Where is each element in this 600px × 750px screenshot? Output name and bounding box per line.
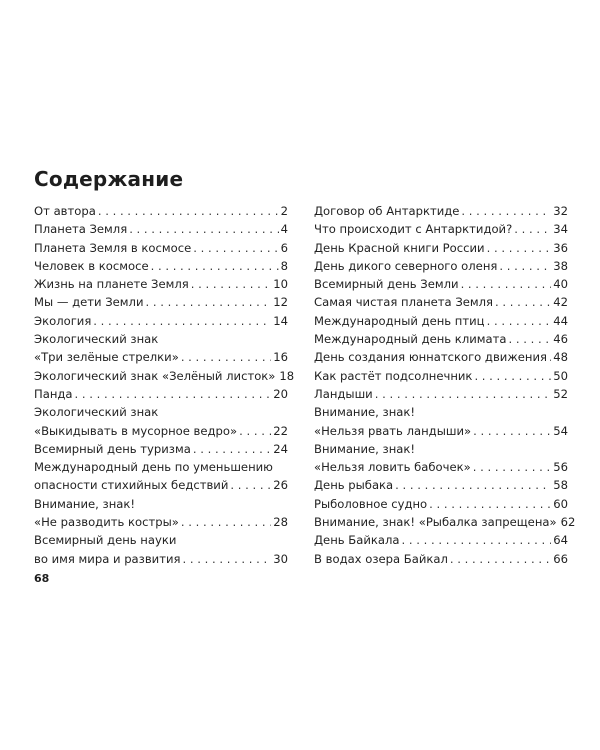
toc-entry-row [314, 367, 568, 385]
toc-entry [314, 239, 568, 257]
toc-entry-title: Самая чистая планета Земля [314, 295, 494, 310]
toc-entry [34, 202, 288, 220]
toc-entry [314, 348, 568, 366]
toc-entry-page: 10 [273, 277, 288, 292]
toc-entry-row [314, 550, 568, 568]
toc-entry [314, 476, 568, 494]
toc-entry [34, 312, 288, 330]
toc-entry-title: Панда [34, 386, 73, 401]
toc-entry-page: 6 [280, 240, 288, 255]
toc-entry [34, 495, 288, 532]
toc-entry-title-line: Внимание, знак! [314, 405, 416, 420]
toc-entry [314, 257, 568, 275]
toc-entry-page: 62 [560, 515, 576, 530]
toc-entry-row [314, 348, 568, 366]
toc-entry-page: 14 [273, 313, 288, 328]
leader-dots [508, 330, 551, 348]
leader-dots [230, 476, 271, 494]
toc-entry-page: 12 [273, 295, 288, 310]
toc-entry-row [314, 513, 576, 531]
toc-entry-page: 30 [273, 551, 288, 566]
toc-entry-title-line: Всемирный день науки [34, 533, 177, 548]
toc-entry [314, 275, 568, 293]
leader-dots [151, 257, 279, 275]
toc-entry-page: 28 [273, 515, 288, 530]
toc-entry-title: День Красной книги России [314, 240, 485, 255]
toc-entry-title: «Нельзя ловить бабочек» [314, 460, 471, 475]
toc-entry-page: 26 [273, 478, 288, 493]
leader-dots [499, 257, 551, 275]
toc-entry-title: В водах озера Байкал [314, 551, 448, 566]
toc-entry-row [34, 422, 288, 440]
leader-dots [549, 348, 551, 366]
toc-entry-row [314, 257, 568, 275]
toc-entry-title: «Выкидывать в мусорное ведро» [34, 423, 238, 438]
toc-entry-row [314, 330, 568, 348]
toc-entry-title: Жизнь на планете Земля [34, 277, 189, 292]
toc-entry-row [34, 476, 288, 494]
leader-dots [181, 348, 271, 366]
toc-entry-row [34, 202, 288, 220]
leader-dots [461, 275, 552, 293]
toc-entry-row [34, 275, 288, 293]
toc-entry-row [34, 385, 288, 403]
toc-entry [314, 495, 568, 513]
toc-entry [314, 293, 568, 311]
leader-dots [402, 531, 552, 549]
toc-entry-page: 66 [553, 551, 568, 566]
toc-entry-page: 24 [273, 441, 288, 456]
toc-entry-page: 40 [553, 277, 568, 292]
leader-dots [429, 495, 551, 513]
toc-entry-page: 22 [273, 423, 288, 438]
toc-entry-row [34, 440, 288, 458]
toc-entry-row [314, 476, 568, 494]
toc-entry [314, 385, 568, 403]
toc-entry-row [314, 312, 568, 330]
leader-dots [239, 422, 271, 440]
toc-entry-title: Ландыши [314, 386, 373, 401]
toc-entry-title: Что происходит с Антарктидой? [314, 222, 513, 237]
toc-entry-page: 20 [273, 386, 288, 401]
toc-entry-row [314, 220, 568, 238]
toc-entry [314, 312, 568, 330]
toc-entry [34, 367, 295, 385]
toc-entry-row [314, 239, 568, 257]
toc-entry-page: 38 [553, 258, 568, 273]
toc-entry-title: во имя мира и развития [34, 551, 181, 566]
toc-entry [34, 440, 288, 458]
leader-dots [473, 458, 552, 476]
toc-entry-title: Внимание, знак! «Рыбалка запрещена» [314, 515, 557, 530]
toc-entry-page: 48 [553, 350, 568, 365]
toc-entry-row [314, 275, 568, 293]
toc-entry-row [34, 513, 288, 531]
leader-dots [474, 367, 551, 385]
toc-entry-page: 36 [553, 240, 568, 255]
toc-entry-page: 58 [553, 478, 568, 493]
toc-entry-row [34, 312, 288, 330]
leader-dots [375, 385, 552, 403]
toc-entry-title: опасности стихийных бедствий [34, 478, 229, 493]
toc-entry-title: От автора [34, 204, 96, 218]
toc-entry-page: 52 [553, 386, 568, 401]
toc-entry-title: «Три зелёные стрелки» [34, 350, 179, 365]
toc-entry [34, 239, 288, 257]
toc-entry-page: 46 [553, 332, 568, 347]
toc-entry-page: 60 [553, 496, 568, 511]
leader-dots [182, 550, 271, 568]
toc-entry-page: 8 [280, 258, 288, 273]
leader-dots [514, 220, 551, 238]
leader-dots [93, 312, 271, 330]
toc-entry-row [314, 385, 568, 403]
toc-entry-row [314, 531, 568, 549]
toc-entry [34, 293, 288, 311]
toc-right-column [314, 202, 576, 568]
toc-entry-title: День создания юннатского движения [314, 350, 547, 365]
toc-entry-row [34, 239, 288, 257]
toc-entry-row [314, 495, 568, 513]
toc-entry-page: 32 [553, 204, 568, 218]
toc-entry [34, 275, 288, 293]
toc-entry-title: День рыбака [314, 478, 394, 493]
toc-entry [34, 531, 288, 568]
toc-entry-title: «Не разводить костры» [34, 515, 179, 530]
toc-entry-row [34, 348, 288, 366]
toc-entry [314, 367, 568, 385]
toc-entry-row [34, 293, 288, 311]
toc-entry [314, 202, 568, 220]
toc-entry-page: 64 [553, 533, 568, 548]
leader-dots [461, 202, 551, 220]
toc-entry-row [314, 202, 568, 220]
toc-entry-title: Всемирный день туризма [34, 441, 191, 456]
toc-entry [34, 458, 288, 495]
leader-dots [75, 385, 272, 403]
toc-entry-page: 50 [553, 368, 568, 383]
leader-dots [193, 440, 271, 458]
toc-entry [314, 440, 568, 477]
page-number: 68 [34, 572, 50, 585]
leader-dots [495, 293, 551, 311]
toc-entry-title: Рыболовное судно [314, 496, 428, 511]
toc-entry [314, 550, 568, 568]
toc-entry-title-line: Экологический знак [34, 332, 159, 347]
leader-dots [487, 239, 552, 257]
toc-entry-title: Договор об Антарктиде [314, 204, 460, 218]
toc-entry-title: Как растёт подсолнечник [314, 368, 473, 383]
leader-dots [191, 275, 272, 293]
toc-entry [34, 403, 288, 440]
toc-entry-page: 18 [279, 368, 295, 383]
page-title: Содержание [34, 167, 184, 191]
toc-entry-title: Мы — дети Земли [34, 295, 144, 310]
toc-entry-row [34, 550, 288, 568]
toc-entry [314, 403, 568, 440]
toc-entry [34, 385, 288, 403]
toc-entry-row [34, 367, 295, 385]
toc-entry-row [314, 458, 568, 476]
leader-dots [450, 550, 551, 568]
toc-entry-row [34, 257, 288, 275]
toc-entry-page: 54 [553, 423, 568, 438]
toc-entry [34, 257, 288, 275]
toc-entry-title: Человек в космосе [34, 258, 149, 273]
toc-entry [34, 220, 288, 238]
toc-entry-title: Международный день птиц [314, 313, 485, 328]
toc-entry-page: 34 [553, 222, 568, 237]
toc-entry-page: 16 [273, 350, 288, 365]
leader-dots [473, 422, 551, 440]
toc-entry-title: Планета Земля в космосе [34, 240, 192, 255]
toc-entry-row [314, 422, 568, 440]
toc-entry-page: 2 [280, 204, 288, 218]
toc-entry [314, 513, 576, 531]
toc-entry-title-line: Экологический знак [34, 405, 159, 420]
toc-entry-title: Международный день климата [314, 332, 507, 347]
toc-entry-title: Всемирный день Земли [314, 277, 459, 292]
leader-dots [487, 312, 552, 330]
toc-left-column [34, 202, 295, 568]
toc-entry-title: День дикого северного оленя [314, 258, 498, 273]
toc-entry [34, 330, 288, 367]
toc-entry-title: День Байкала [314, 533, 400, 548]
toc-entry-title: Экологический знак «Зелёный листок» [34, 368, 276, 383]
leader-dots [129, 220, 278, 238]
toc-entry-title: Планета Земля [34, 222, 128, 237]
toc-entry-title-line: Внимание, знак! [314, 441, 416, 456]
toc-entry-title-line: Международный день по уменьшению [34, 460, 273, 475]
toc-entry-row [34, 220, 288, 238]
toc-entry-title-line: Внимание, знак! [34, 496, 136, 511]
toc-entry-page: 42 [553, 295, 568, 310]
toc-entry [314, 330, 568, 348]
toc-entry [314, 220, 568, 238]
leader-dots [181, 513, 271, 531]
toc-entry-title: «Нельзя рвать ландыши» [314, 423, 472, 438]
toc-entry-page: 44 [553, 313, 568, 328]
toc-entry [314, 531, 568, 549]
leader-dots [395, 476, 551, 494]
toc-entry-title: Экология [34, 313, 92, 328]
toc-entry-row [314, 293, 568, 311]
toc-entry-page: 56 [553, 460, 568, 475]
leader-dots [146, 293, 272, 311]
leader-dots [193, 239, 278, 257]
toc-entry-page: 4 [280, 222, 288, 237]
leader-dots [98, 202, 279, 220]
